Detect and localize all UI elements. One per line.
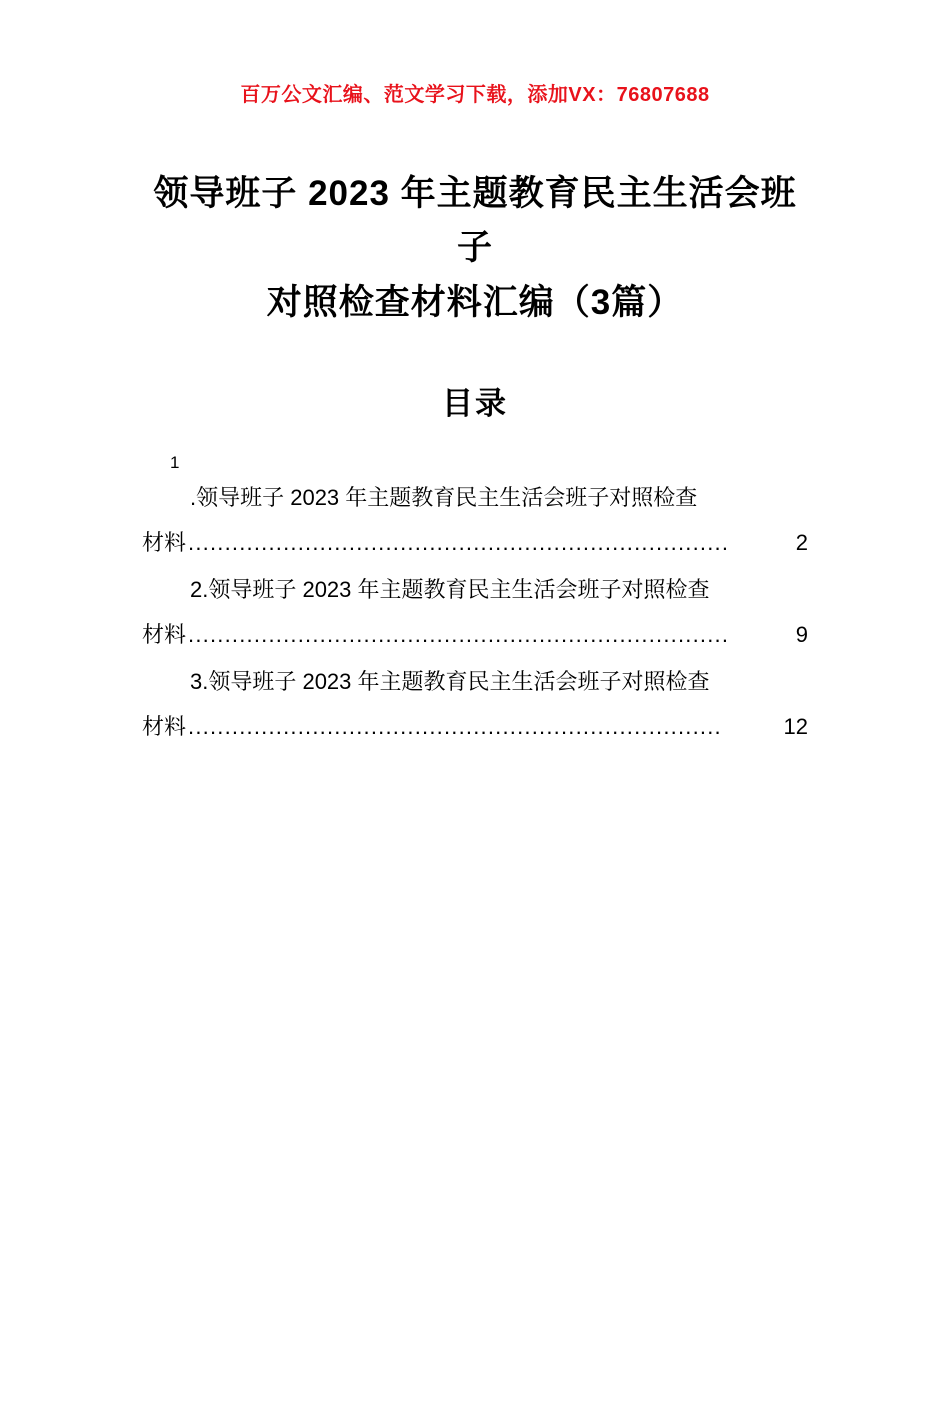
toc-entry-3-leader-dots: ......................................................................... [188, 714, 722, 740]
toc-entry-1-number: 1 [170, 452, 180, 472]
page-title-line-1: 领导班子 2023 年主题教育民主生活会班子 [153, 174, 797, 268]
toc-entry-3-line-1: 3.领导班子 2023 年主题教育民主生活会班子对照检查 [190, 668, 710, 694]
toc-entry-3-page-number: 12 [783, 714, 808, 740]
toc-entry-1-page-number: 2 [795, 529, 808, 555]
toc-entry-2[interactable] [142, 567, 808, 657]
page-title [142, 167, 808, 330]
toc-entry-2-line-1: 2.领导班子 2023 年主题教育民主生活会班子对照检查 [190, 576, 710, 602]
toc-entry-1[interactable] [142, 451, 808, 565]
toc-entry-1-line-2-text: 材料 [142, 529, 187, 555]
toc-entry-3[interactable] [142, 659, 808, 749]
table-of-contents [142, 451, 808, 749]
toc-entry-1-line-2 [142, 520, 808, 565]
toc-entry-1-leader-dots: .......................................................................... [188, 529, 730, 555]
page-title-line-2: 对照检查材料汇编（3篇） [266, 282, 684, 322]
toc-entry-1-line-1: .领导班子 2023 年主题教育民主生活会班子对照检查 [190, 484, 698, 510]
toc-entry-3-line-2-text: 材料 [142, 714, 187, 740]
toc-heading: 目录 [442, 385, 508, 421]
toc-entry-2-line-2-text: 材料 [142, 621, 187, 647]
toc-entry-2-page-number: 9 [795, 621, 808, 647]
document-page [0, 78, 950, 1422]
toc-entry-3-line-2 [142, 704, 808, 749]
toc-entry-2-line-2 [142, 612, 808, 657]
toc-entry-2-leader-dots: .......................................................................... [188, 621, 730, 647]
watermark-promo-text: 百万公文汇编、范文学习下载，添加VX：76807688 [240, 84, 710, 106]
